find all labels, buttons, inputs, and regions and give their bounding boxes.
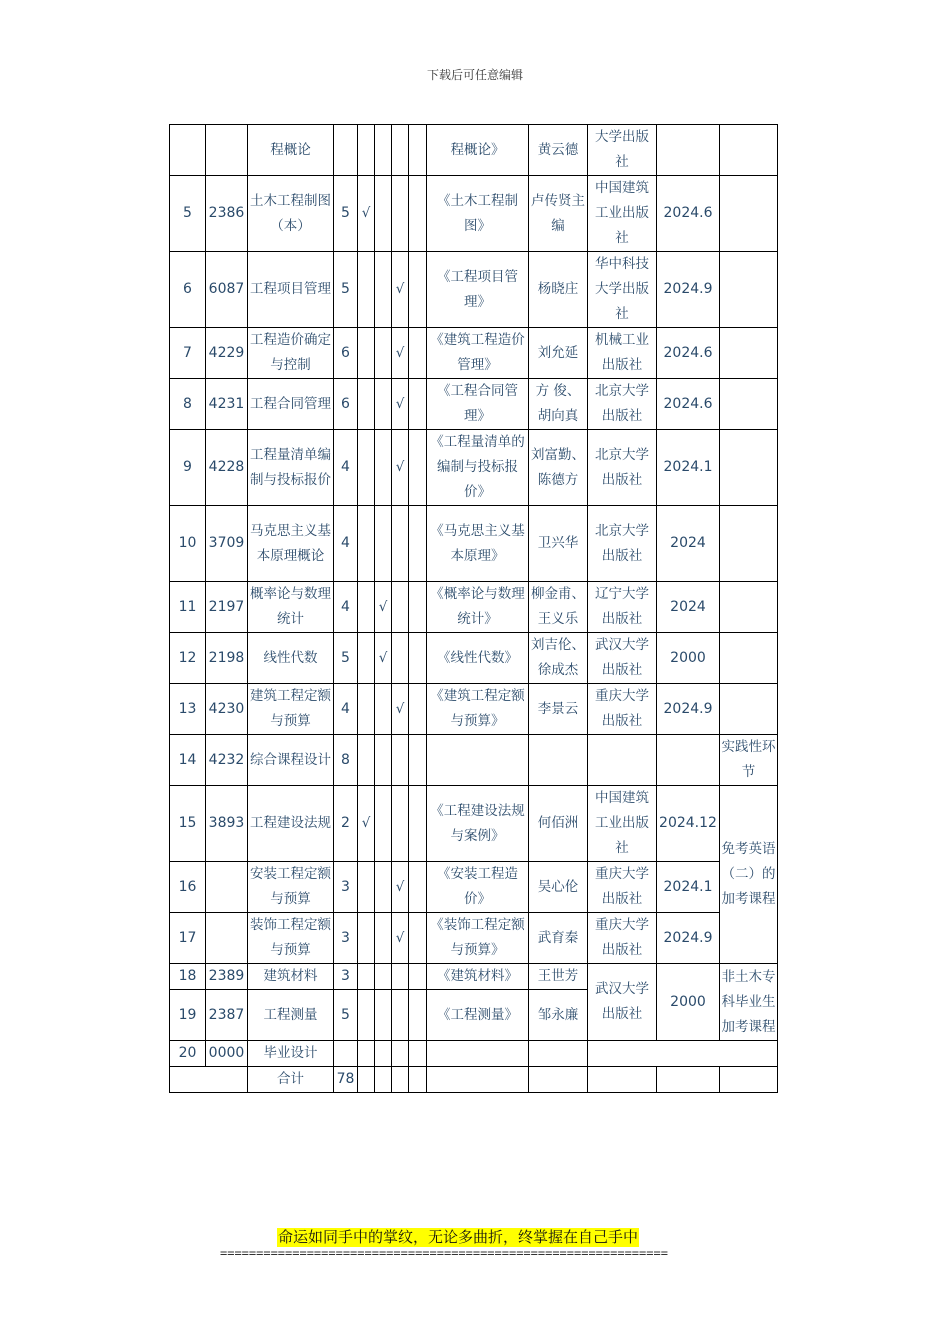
row-number: 12 <box>170 633 206 684</box>
author: 王世芳 <box>529 964 588 990</box>
publisher: 机械工业出版社 <box>588 328 657 379</box>
check-col-1 <box>358 328 375 379</box>
check-col-4 <box>409 252 427 328</box>
credit: 3 <box>334 862 358 913</box>
empty-cell <box>427 1067 529 1093</box>
check-col-3 <box>392 1041 409 1067</box>
row-number: 16 <box>170 862 206 913</box>
check-col-4 <box>409 684 427 735</box>
edition-year: 2000 <box>657 633 720 684</box>
course-name: 工程合同管理 <box>248 379 334 430</box>
check-col-2 <box>375 125 392 176</box>
credit: 4 <box>334 684 358 735</box>
textbook: 《建筑工程造价管理》 <box>427 328 529 379</box>
total-label: 合计 <box>248 1067 334 1093</box>
note: 非土木专科毕业生加考课程 <box>720 964 778 1041</box>
check-col-2 <box>375 252 392 328</box>
publisher: 武汉大学出版社 <box>588 964 657 1041</box>
table-row <box>170 582 778 633</box>
check-col-2 <box>375 913 392 964</box>
check-col-4 <box>409 990 427 1041</box>
check-col-4 <box>409 430 427 506</box>
course-name: 工程造价确定与控制 <box>248 328 334 379</box>
check-col-3 <box>392 786 409 862</box>
author: 刘富勤、陈德方 <box>529 430 588 506</box>
edition-year: 2024 <box>657 582 720 633</box>
check-col-2 <box>375 1041 392 1067</box>
table-row <box>170 506 778 582</box>
course-name: 安装工程定额与预算 <box>248 862 334 913</box>
note <box>720 684 778 735</box>
note <box>720 176 778 252</box>
course-code: 4228 <box>206 430 248 506</box>
check-col-4 <box>409 633 427 684</box>
row-number <box>170 125 206 176</box>
check-col-3: √ <box>392 913 409 964</box>
check-col-1 <box>358 252 375 328</box>
course-name: 马克思主义基本原理概论 <box>248 506 334 582</box>
check-col-3: √ <box>392 430 409 506</box>
empty-cell <box>657 1067 720 1093</box>
publisher <box>588 735 657 786</box>
row-number: 8 <box>170 379 206 430</box>
credit: 4 <box>334 582 358 633</box>
course-code: 0000 <box>206 1041 248 1067</box>
check-col-1 <box>358 684 375 735</box>
check-col-1 <box>358 990 375 1041</box>
publisher: 华中科技大学出版社 <box>588 252 657 328</box>
check-col-3: √ <box>392 379 409 430</box>
table-row <box>170 379 778 430</box>
textbook: 《概率论与数理统计》 <box>427 582 529 633</box>
note <box>720 328 778 379</box>
check-col-4 <box>409 786 427 862</box>
check-col-2 <box>375 964 392 990</box>
author: 吴心伦 <box>529 862 588 913</box>
publisher: 重庆大学出版社 <box>588 913 657 964</box>
check-col-1 <box>358 125 375 176</box>
check-col-4 <box>409 328 427 379</box>
check-col-1 <box>358 964 375 990</box>
check-col-3: √ <box>392 252 409 328</box>
check-col-2: √ <box>375 582 392 633</box>
empty-cell <box>375 1067 392 1093</box>
note: 实践性环节 <box>720 735 778 786</box>
edition-year: 2024.6 <box>657 176 720 252</box>
edition-year: 2024.6 <box>657 379 720 430</box>
check-col-1: √ <box>358 786 375 862</box>
row-number: 10 <box>170 506 206 582</box>
credit: 4 <box>334 430 358 506</box>
course-name: 毕业设计 <box>248 1041 334 1067</box>
footer-divider: ============================================================== <box>220 1246 668 1260</box>
total-row <box>170 1067 778 1093</box>
credit: 6 <box>334 379 358 430</box>
course-code: 2389 <box>206 964 248 990</box>
note <box>720 125 778 176</box>
credit: 5 <box>334 176 358 252</box>
note <box>720 252 778 328</box>
credit: 5 <box>334 990 358 1041</box>
course-plan-table <box>169 124 778 1093</box>
credit: 5 <box>334 633 358 684</box>
textbook <box>427 735 529 786</box>
check-col-2 <box>375 786 392 862</box>
textbook: 《工程建设法规与案例》 <box>427 786 529 862</box>
course-code <box>206 125 248 176</box>
row-number: 17 <box>170 913 206 964</box>
textbook: 《工程量清单的编制与投标报价》 <box>427 430 529 506</box>
textbook: 《工程测量》 <box>427 990 529 1041</box>
course-code <box>206 862 248 913</box>
empty-cell <box>358 1067 375 1093</box>
check-col-1: √ <box>358 176 375 252</box>
check-col-3: √ <box>392 328 409 379</box>
check-col-1 <box>358 1041 375 1067</box>
course-name: 综合课程设计 <box>248 735 334 786</box>
table-row <box>170 1041 778 1067</box>
check-col-1 <box>358 913 375 964</box>
publisher: 北京大学出版社 <box>588 379 657 430</box>
check-col-4 <box>409 862 427 913</box>
course-code: 2386 <box>206 176 248 252</box>
credit: 6 <box>334 328 358 379</box>
row-number: 5 <box>170 176 206 252</box>
check-col-2 <box>375 379 392 430</box>
check-col-3 <box>392 633 409 684</box>
author: 李景云 <box>529 684 588 735</box>
check-col-1 <box>358 430 375 506</box>
course-name: 程概论 <box>248 125 334 176</box>
publisher: 中国建筑工业出版社 <box>588 786 657 862</box>
credit <box>334 1041 358 1067</box>
author: 刘允延 <box>529 328 588 379</box>
course-code: 3893 <box>206 786 248 862</box>
total-credit: 78 <box>334 1067 358 1093</box>
publisher: 北京大学出版社 <box>588 430 657 506</box>
empty-cell <box>588 1067 657 1093</box>
author: 刘吉伦、徐成杰 <box>529 633 588 684</box>
check-col-4 <box>409 1041 427 1067</box>
check-col-3: √ <box>392 684 409 735</box>
textbook: 《工程项目管理》 <box>427 252 529 328</box>
row-number: 11 <box>170 582 206 633</box>
publisher: 北京大学出版社 <box>588 506 657 582</box>
course-code: 4231 <box>206 379 248 430</box>
course-code: 4230 <box>206 684 248 735</box>
empty-cell <box>588 1041 778 1067</box>
empty-cell <box>529 1067 588 1093</box>
row-number: 18 <box>170 964 206 990</box>
course-code: 3709 <box>206 506 248 582</box>
edition-year: 2024 <box>657 506 720 582</box>
course-name: 土木工程制图（本） <box>248 176 334 252</box>
textbook: 《工程合同管理》 <box>427 379 529 430</box>
note: 免考英语（二）的加考课程 <box>720 786 778 964</box>
check-col-4 <box>409 913 427 964</box>
row-number: 20 <box>170 1041 206 1067</box>
check-col-3 <box>392 176 409 252</box>
table-row <box>170 786 778 862</box>
footer-quote: 命运如同手中的掌纹，无论多曲折，终掌握在自己手中 <box>278 1228 639 1246</box>
check-col-2 <box>375 176 392 252</box>
textbook: 《建筑工程定额与预算》 <box>427 684 529 735</box>
check-col-2 <box>375 735 392 786</box>
table-row <box>170 430 778 506</box>
edition-year: 2000 <box>657 964 720 1041</box>
note <box>720 430 778 506</box>
table-row <box>170 328 778 379</box>
check-col-1 <box>358 862 375 913</box>
publisher: 武汉大学出版社 <box>588 633 657 684</box>
check-col-2 <box>375 506 392 582</box>
author: 杨晓庄 <box>529 252 588 328</box>
textbook: 程概论》 <box>427 125 529 176</box>
check-col-2 <box>375 862 392 913</box>
publisher: 重庆大学出版社 <box>588 684 657 735</box>
course-name: 建筑材料 <box>248 964 334 990</box>
textbook: 《建筑材料》 <box>427 964 529 990</box>
check-col-4 <box>409 735 427 786</box>
author: 何佰洲 <box>529 786 588 862</box>
textbook <box>427 1041 529 1067</box>
course-code: 2387 <box>206 990 248 1041</box>
note <box>720 506 778 582</box>
check-col-2 <box>375 328 392 379</box>
check-col-3: √ <box>392 862 409 913</box>
author: 邹永廉 <box>529 990 588 1041</box>
table-row <box>170 125 778 176</box>
course-name: 工程测量 <box>248 990 334 1041</box>
course-name: 工程量清单编制与投标报价 <box>248 430 334 506</box>
row-number: 19 <box>170 990 206 1041</box>
author: 黄云德 <box>529 125 588 176</box>
credit: 3 <box>334 913 358 964</box>
check-col-3 <box>392 964 409 990</box>
course-code: 6087 <box>206 252 248 328</box>
check-col-1 <box>358 379 375 430</box>
author: 武育秦 <box>529 913 588 964</box>
check-col-4 <box>409 964 427 990</box>
check-col-4 <box>409 379 427 430</box>
note <box>720 633 778 684</box>
credit: 2 <box>334 786 358 862</box>
table-row <box>170 735 778 786</box>
empty-cell <box>392 1067 409 1093</box>
row-number: 6 <box>170 252 206 328</box>
table-row <box>170 176 778 252</box>
check-col-3 <box>392 125 409 176</box>
table-row <box>170 964 778 990</box>
empty-cell <box>720 1067 778 1093</box>
credit: 3 <box>334 964 358 990</box>
check-col-4 <box>409 176 427 252</box>
edition-year: 2024.1 <box>657 862 720 913</box>
credit: 4 <box>334 506 358 582</box>
credit: 8 <box>334 735 358 786</box>
author <box>529 1041 588 1067</box>
textbook: 《线性代数》 <box>427 633 529 684</box>
edition-year <box>657 125 720 176</box>
course-name: 装饰工程定额与预算 <box>248 913 334 964</box>
course-name: 概率论与数理统计 <box>248 582 334 633</box>
check-col-2 <box>375 430 392 506</box>
check-col-3 <box>392 990 409 1041</box>
credit <box>334 125 358 176</box>
author: 卢传贤主编 <box>529 176 588 252</box>
author: 方 俊、胡向真 <box>529 379 588 430</box>
check-col-4 <box>409 582 427 633</box>
row-number: 15 <box>170 786 206 862</box>
course-name: 线性代数 <box>248 633 334 684</box>
check-col-2 <box>375 990 392 1041</box>
edition-year: 2024.12 <box>657 786 720 862</box>
publisher: 中国建筑工业出版社 <box>588 176 657 252</box>
edition-year: 2024.9 <box>657 684 720 735</box>
check-col-4 <box>409 125 427 176</box>
empty-cell <box>170 1067 248 1093</box>
check-col-3 <box>392 506 409 582</box>
edition-year: 2024.6 <box>657 328 720 379</box>
author <box>529 735 588 786</box>
course-name: 工程项目管理 <box>248 252 334 328</box>
publisher: 大学出版社 <box>588 125 657 176</box>
check-col-3 <box>392 582 409 633</box>
course-name: 建筑工程定额与预算 <box>248 684 334 735</box>
publisher: 重庆大学出版社 <box>588 862 657 913</box>
table-row <box>170 633 778 684</box>
page-header: 下载后可任意编辑 <box>426 68 523 82</box>
course-code <box>206 913 248 964</box>
textbook: 《土木工程制图》 <box>427 176 529 252</box>
check-col-1 <box>358 735 375 786</box>
course-code: 2197 <box>206 582 248 633</box>
course-rows <box>170 125 778 1093</box>
row-number: 13 <box>170 684 206 735</box>
row-number: 9 <box>170 430 206 506</box>
row-number: 14 <box>170 735 206 786</box>
check-col-2 <box>375 684 392 735</box>
course-code: 4232 <box>206 735 248 786</box>
table-row <box>170 252 778 328</box>
author: 卫兴华 <box>529 506 588 582</box>
check-col-4 <box>409 506 427 582</box>
publisher: 辽宁大学出版社 <box>588 582 657 633</box>
check-col-2: √ <box>375 633 392 684</box>
empty-cell <box>409 1067 427 1093</box>
table-row <box>170 862 778 913</box>
course-name: 工程建设法规 <box>248 786 334 862</box>
credit: 5 <box>334 252 358 328</box>
table-row <box>170 684 778 735</box>
author: 柳金甫、王义乐 <box>529 582 588 633</box>
table-row <box>170 913 778 964</box>
note <box>720 379 778 430</box>
check-col-1 <box>358 633 375 684</box>
check-col-1 <box>358 582 375 633</box>
textbook: 《装饰工程定额与预算》 <box>427 913 529 964</box>
edition-year: 2024.9 <box>657 252 720 328</box>
course-code: 2198 <box>206 633 248 684</box>
note <box>720 582 778 633</box>
textbook: 《马克思主义基本原理》 <box>427 506 529 582</box>
course-code: 4229 <box>206 328 248 379</box>
row-number: 7 <box>170 328 206 379</box>
textbook: 《安装工程造价》 <box>427 862 529 913</box>
check-col-1 <box>358 506 375 582</box>
edition-year <box>657 735 720 786</box>
edition-year: 2024.1 <box>657 430 720 506</box>
edition-year: 2024.9 <box>657 913 720 964</box>
check-col-3 <box>392 735 409 786</box>
